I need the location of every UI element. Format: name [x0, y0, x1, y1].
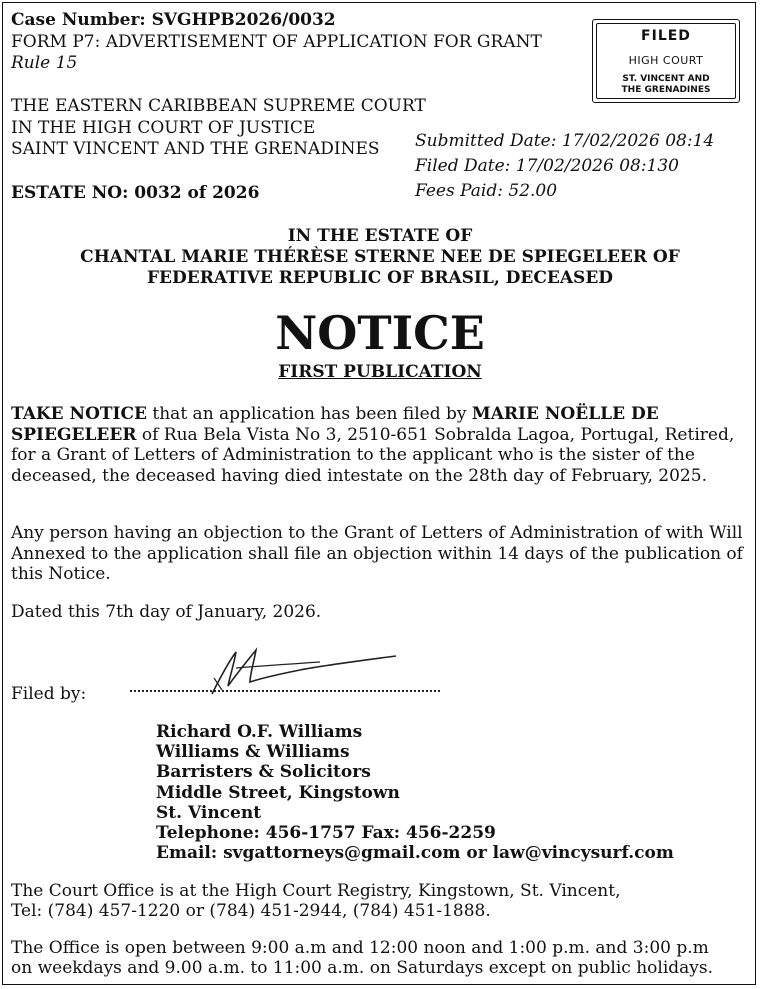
estate-heading-line1: IN THE ESTATE OF	[287, 226, 473, 246]
stamp-line3: ST. VINCENT AND	[622, 74, 710, 84]
filed-by-label: Filed by:	[11, 684, 87, 704]
attorney-city: St. Vincent	[156, 802, 262, 823]
dated-line: Dated this 7th day of January, 2026.	[11, 602, 322, 622]
publication-label: FIRST PUBLICATION	[278, 362, 482, 382]
stamp-high-court: HIGH COURT	[628, 54, 704, 67]
attorney-title: Barristers & Solicitors	[156, 762, 371, 783]
take-notice-text-a: that an application has been filed by	[147, 404, 472, 424]
rule-reference: Rule 15	[11, 53, 78, 73]
signature-icon	[200, 638, 410, 698]
take-notice-paragraph	[11, 404, 746, 486]
objection-paragraph: Any person having an objection to the Grant of Letters of Administration of with Will Annexed to the application shall file an objection within 14 days of the publication of this Notice.	[11, 523, 743, 584]
office-line1: The Court Office is at the High Court Registry, Kingstown, St. Vincent,	[11, 881, 621, 901]
submitted-date: Submitted Date: 17/02/2026 08:14	[415, 131, 715, 151]
applicant-name: MARIE NOËLLE DE SPIEGELEER	[11, 404, 659, 445]
court-line3: SAINT VINCENT AND THE GRENADINES	[11, 139, 380, 159]
estate-heading-line3: FEDERATIVE REPUBLIC OF BRASIL, DECEASED	[146, 268, 614, 288]
stamp-filed: FILED	[641, 28, 691, 44]
attorney-street: Middle Street, Kingstown	[156, 782, 400, 803]
attorney-name: Richard O.F. Williams	[156, 722, 363, 742]
office-line2: Tel: (784) 457-1220 or (784) 451-2944, (784) 451-1888.	[11, 901, 491, 921]
filed-stamp	[592, 19, 740, 103]
estate-number: ESTATE NO: 0032 of 2026	[11, 183, 260, 203]
attorney-firm: Williams & Williams	[156, 742, 350, 763]
court-line1: THE EASTERN CARIBBEAN SUPREME COURT	[11, 96, 426, 116]
hours-line2: on weekdays and 9.00 a.m. to 11:00 a.m. on Saturdays except on public holidays.	[11, 958, 714, 978]
take-notice-text-b: of Rua Bela Vista No 3, 2510-651 Sobralda Lagoa, Portugal, Retired, for a Grant of Letters of Administration to the applicant who is the sister of the deceased, the deceased having died intestate on the 28th day of February, 2025.	[11, 424, 735, 486]
take-notice-lead: TAKE NOTICE	[11, 404, 147, 424]
hours-line1: The Office is open between 9:00 a.m and 12:00 noon and 1:00 p.m. and 3:00 p.m	[11, 938, 709, 958]
filed-date: Filed Date: 17/02/2026 08:130	[415, 156, 679, 176]
court-line2: IN THE HIGH COURT OF JUSTICE	[11, 118, 316, 138]
stamp-jurisdiction	[593, 74, 739, 96]
attorney-email: Email: svgattorneys@gmail.com or law@vincysurf.com	[156, 843, 674, 864]
notice-title: NOTICE	[275, 306, 485, 360]
case-number: Case Number: SVGHPB2026/0032	[11, 10, 336, 30]
attorney-block	[156, 722, 674, 863]
estate-heading-line2: CHANTAL MARIE THÉRÈSE STERNE NEE DE SPIEGELEER OF	[80, 247, 680, 267]
attorney-phone: Telephone: 456-1757 Fax: 456-2259	[156, 823, 496, 844]
stamp-line4: THE GRENADINES	[621, 85, 711, 95]
form-title: FORM P7: ADVERTISEMENT OF APPLICATION FOR GRANT	[11, 32, 542, 52]
fees-paid: Fees Paid: 52.00	[415, 181, 558, 201]
